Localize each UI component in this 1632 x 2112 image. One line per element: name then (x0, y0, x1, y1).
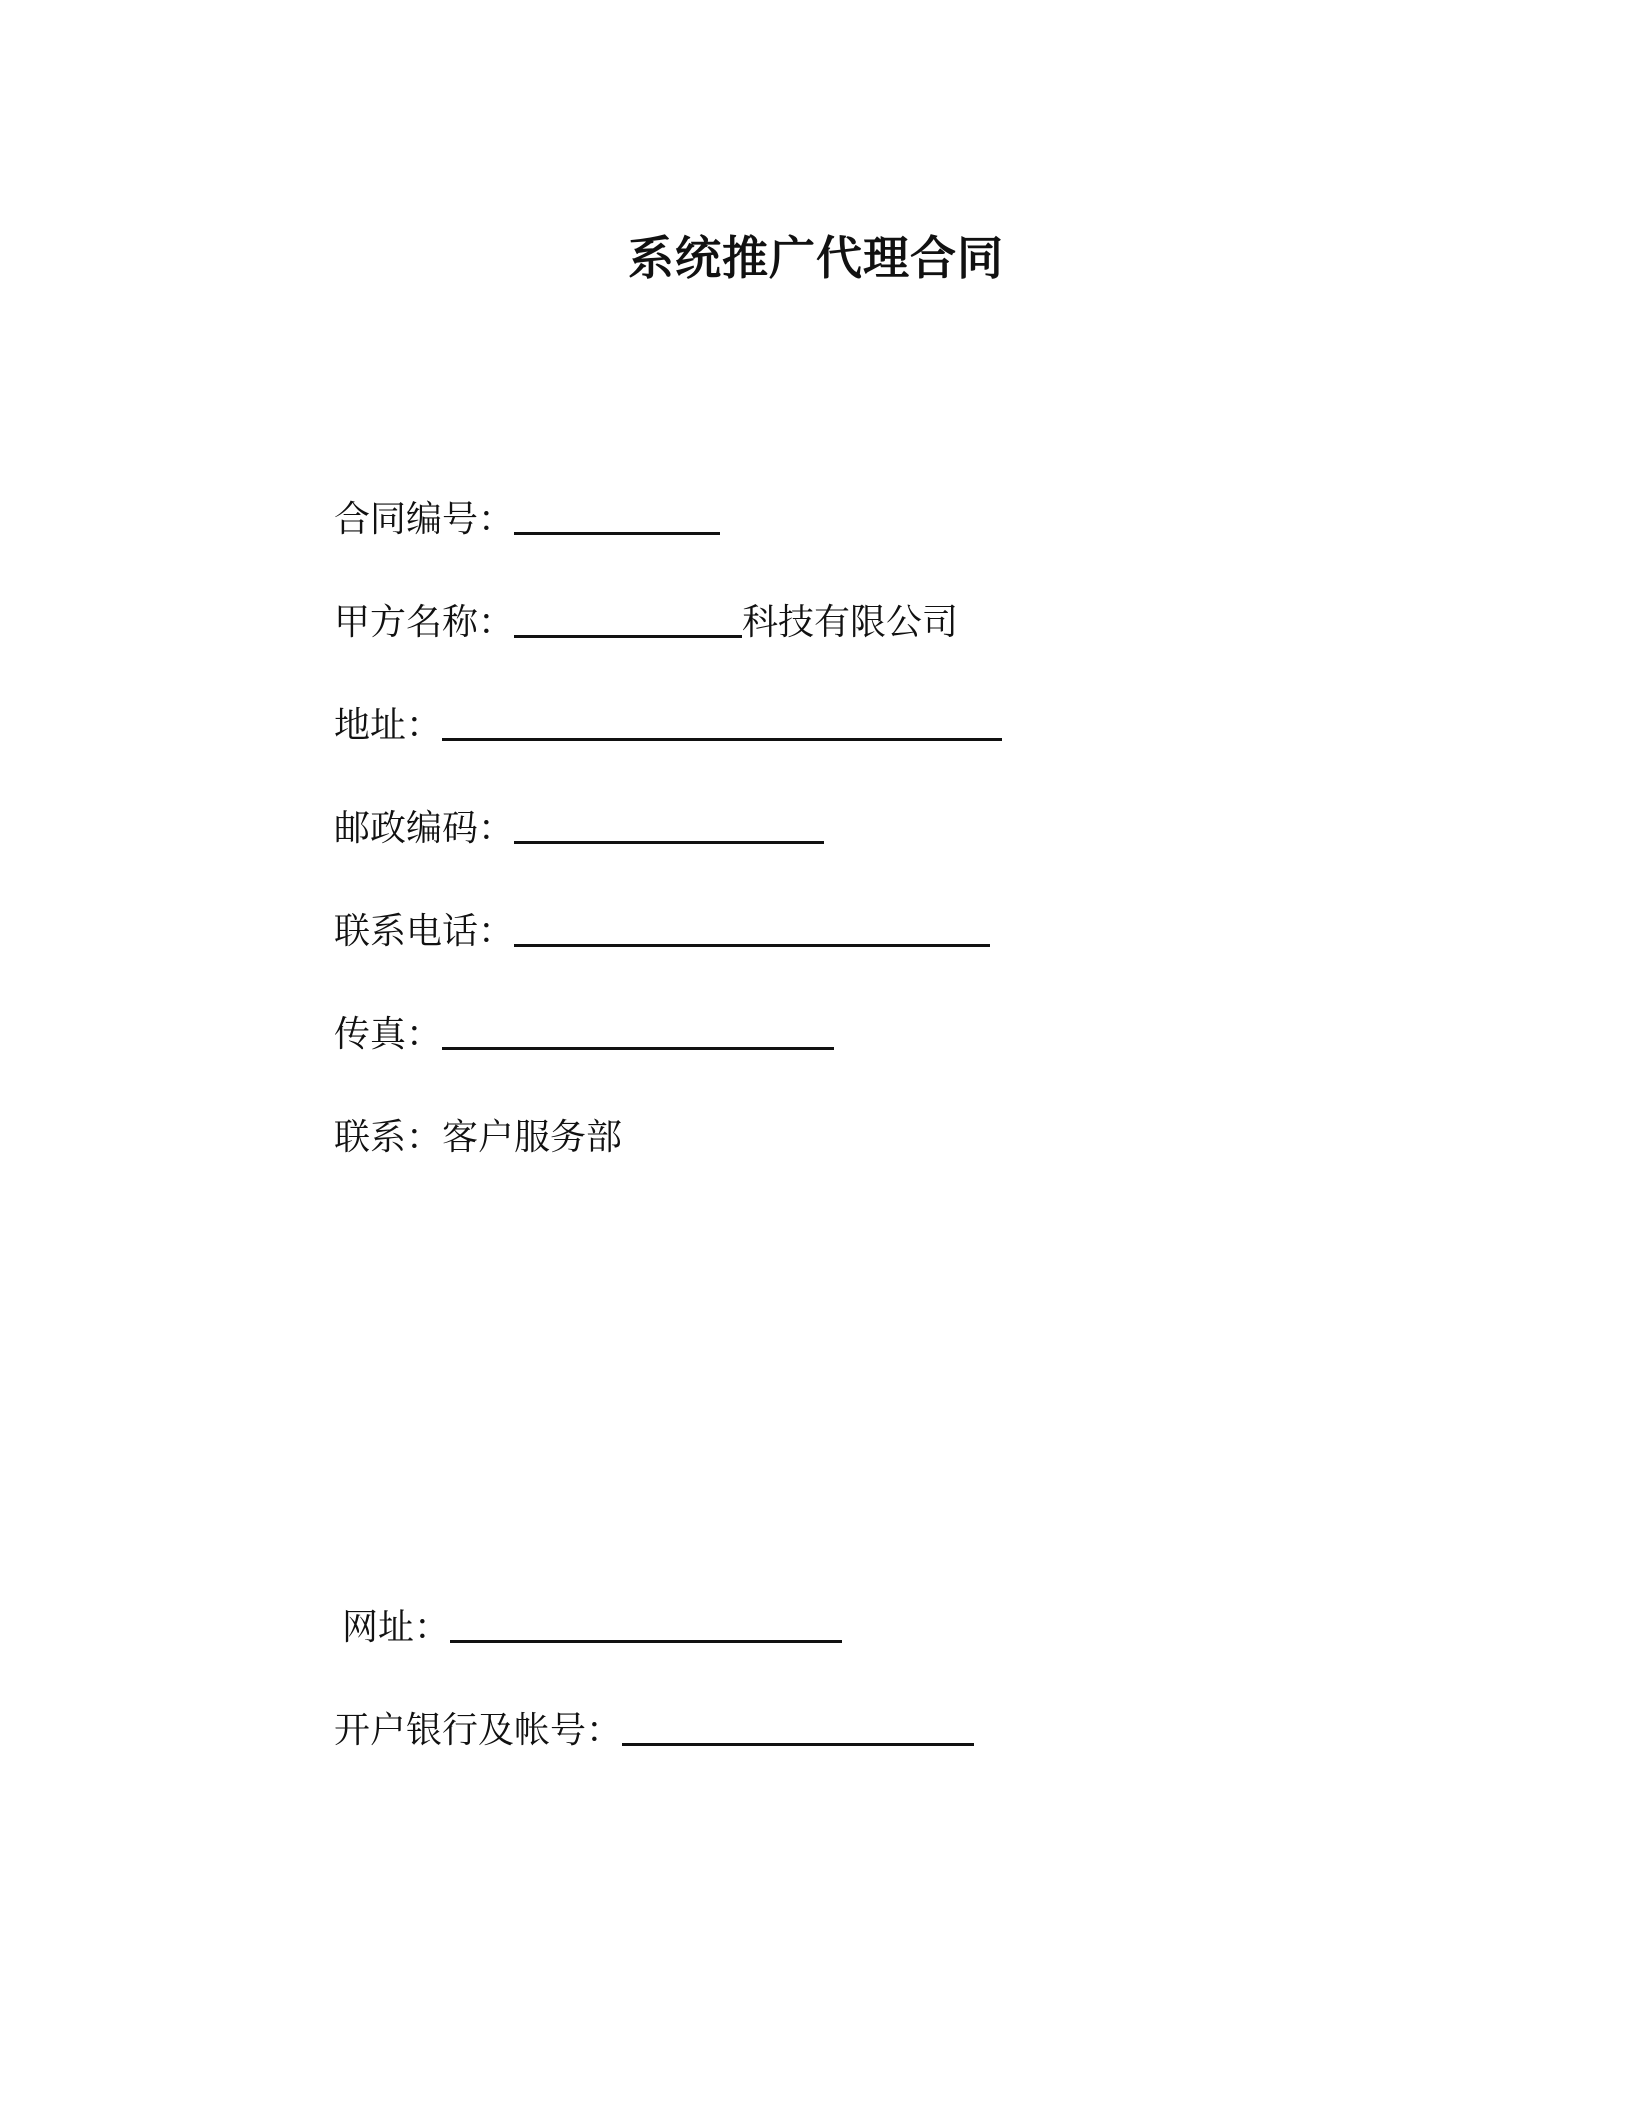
bank-account-label: 开户银行及帐号： (334, 1710, 623, 1751)
contact-field (334, 1113, 622, 1163)
party-a-name-suffix: 科技有限公司 (742, 602, 959, 643)
party-a-name-label: 甲方名称： (334, 602, 515, 643)
website-label: 网址： (342, 1607, 451, 1648)
contact-label: 联系： (334, 1117, 443, 1158)
website-blank (450, 1610, 842, 1643)
address-blank (442, 708, 1002, 741)
party-a-name-blank (514, 605, 742, 638)
contract-number-blank (514, 502, 720, 535)
fax-blank (442, 1017, 834, 1050)
contract-number-field (334, 495, 720, 545)
bank-account-field (334, 1706, 974, 1756)
postcode-field (334, 804, 824, 854)
contact-value: 客户服务部 (442, 1117, 623, 1158)
address-field (334, 701, 1002, 751)
party-a-name-field (334, 598, 958, 648)
postcode-label: 邮政编码： (334, 808, 515, 849)
phone-field (334, 907, 990, 957)
fax-label: 传真： (334, 1014, 443, 1055)
postcode-blank (514, 811, 824, 844)
bank-account-blank (622, 1713, 974, 1746)
website-field (342, 1603, 842, 1653)
document-title: 系统推广代理合同 (628, 231, 1004, 285)
fax-field (334, 1010, 834, 1060)
phone-blank (514, 914, 990, 947)
address-label: 地址： (334, 705, 443, 746)
contract-number-label: 合同编号： (334, 499, 515, 540)
phone-label: 联系电话： (334, 911, 515, 952)
